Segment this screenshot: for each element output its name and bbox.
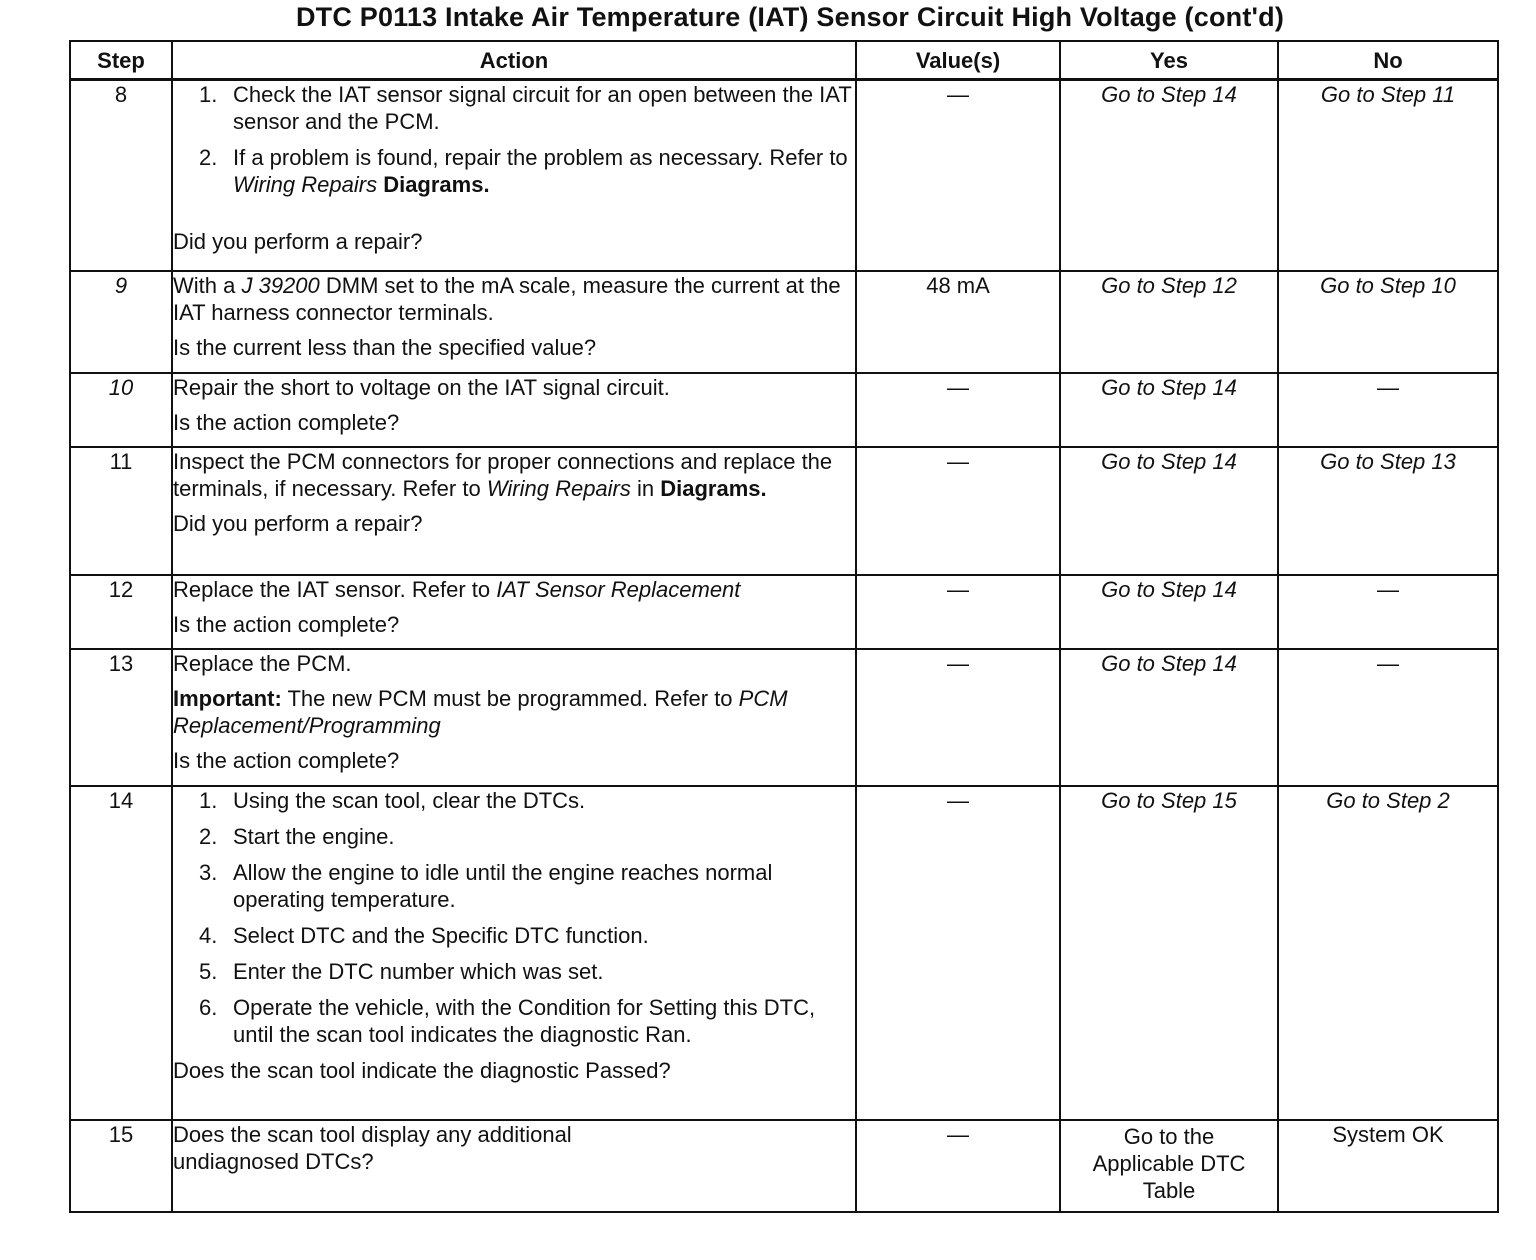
list-number: 1. (199, 82, 218, 107)
list-text (233, 144, 855, 198)
text-run: If a problem is found, repair the problem as necessary. Refer to (233, 145, 848, 170)
diagnostic-table (69, 40, 1499, 1213)
yes-cell (1060, 373, 1278, 447)
yes-result: Go to Step 12 (1101, 272, 1237, 298)
list-item (197, 958, 855, 985)
no-cell: — (1278, 373, 1498, 447)
value-cell: — (856, 1120, 1060, 1212)
question: Does the scan tool display any additional undiagnosed DTCs? (173, 1121, 572, 1174)
list-number: 2. (199, 823, 218, 849)
no-cell (1278, 1120, 1498, 1212)
reference-link: IAT Sensor Replacement (496, 576, 741, 602)
table-row (70, 1120, 1498, 1212)
reference-link: Wiring Repairs (233, 172, 378, 197)
instruction: Repair the short to voltage on the IAT signal circuit. (173, 374, 670, 400)
header-no: No (1278, 41, 1498, 80)
no-cell: — (1278, 649, 1498, 786)
yes-result: Go to Step 15 (1101, 787, 1237, 813)
value-cell: — (856, 447, 1060, 575)
list-text: Enter the DTC number which was set. (233, 958, 604, 984)
step-number: 14 (70, 786, 172, 1120)
no-result: Go to Step 2 (1326, 787, 1450, 813)
text-run: The new PCM must be programmed. Refer to (281, 685, 739, 711)
list-number: 4. (199, 922, 218, 948)
value-cell: — (856, 80, 1060, 271)
instruction: Replace the PCM. (173, 650, 352, 676)
header-row (70, 41, 1498, 80)
yes-result: Go to the Applicable DTC Table (1092, 1123, 1246, 1203)
value-cell: 48 mA (856, 271, 1060, 373)
no-cell (1278, 786, 1498, 1120)
no-result: Go to Step 13 (1320, 448, 1456, 474)
instruction (173, 576, 855, 603)
reference-bold: Diagrams. (660, 475, 767, 501)
header-yes: Yes (1060, 41, 1278, 80)
question: Is the action complete? (173, 611, 400, 637)
action-cell (172, 649, 856, 786)
step-number-text: 10 (108, 374, 134, 400)
yes-cell (1060, 649, 1278, 786)
question: Did you perform a repair? (173, 229, 423, 254)
table-row (70, 373, 1498, 447)
list-item (197, 922, 855, 949)
list-item (197, 81, 855, 135)
step-number: 11 (70, 447, 172, 575)
yes-result: Go to Step 14 (1101, 448, 1237, 474)
text-run: in (630, 475, 661, 501)
yes-result: Go to Step 14 (1101, 576, 1237, 602)
action-cell (172, 786, 856, 1120)
table-row (70, 786, 1498, 1120)
no-cell (1278, 447, 1498, 575)
list-text: Operate the vehicle, with the Condition for Setting this DTC, until the scan tool indicates the diagnostic Ran. (233, 994, 816, 1047)
question: Is the current less than the specified value? (173, 334, 597, 360)
step-number: 13 (70, 649, 172, 786)
step-number (70, 373, 172, 447)
header-action: Action (172, 41, 856, 80)
action-cell (172, 575, 856, 649)
action-cell (172, 447, 856, 575)
list-number: 1. (199, 787, 218, 813)
instruction-list (173, 81, 855, 198)
yes-result: Go to Step 14 (1101, 82, 1237, 107)
value-cell: — (856, 649, 1060, 786)
yes-result: Go to Step 14 (1101, 650, 1237, 676)
question: Is the action complete? (173, 409, 400, 435)
list-number: 2. (199, 145, 218, 170)
value-cell: — (856, 575, 1060, 649)
action-cell (172, 80, 856, 271)
list-number: 3. (199, 859, 218, 885)
text-run: With a (173, 272, 242, 298)
reference-link: Wiring Repairs (486, 475, 631, 501)
table-row (70, 575, 1498, 649)
list-text: Select DTC and the Specific DTC function. (233, 922, 649, 948)
step-number: 8 (70, 80, 172, 271)
step-number: 12 (70, 575, 172, 649)
yes-cell (1060, 80, 1278, 271)
header-step: Step (70, 41, 172, 80)
step-number-text: 9 (114, 272, 128, 298)
no-cell (1278, 271, 1498, 373)
action-cell (172, 373, 856, 447)
yes-cell (1060, 575, 1278, 649)
list-number: 5. (199, 958, 218, 984)
text-run: Inspect the PCM connectors for proper connections and replace the terminals, if necessary. Refer to (173, 448, 833, 501)
yes-result: Go to Step 14 (1101, 374, 1237, 400)
tool-reference: J 39200 (241, 272, 320, 298)
instruction (173, 448, 855, 502)
list-text: Start the engine. (233, 823, 395, 849)
no-cell: — (1278, 575, 1498, 649)
instruction-list (173, 787, 855, 1048)
step-number (70, 271, 172, 373)
action-cell (172, 271, 856, 373)
no-result: Go to Step 10 (1320, 272, 1456, 298)
question: Does the scan tool indicate the diagnostic Passed? (173, 1057, 671, 1083)
header-values: Value(s) (856, 41, 1060, 80)
no-cell (1278, 80, 1498, 271)
reference-link: PCM Replacement/Programming (173, 685, 788, 738)
text-run: Replace the IAT sensor. Refer to (173, 576, 497, 602)
list-item (197, 823, 855, 850)
table-row (70, 271, 1498, 373)
list-item (197, 859, 855, 913)
yes-cell (1060, 1120, 1278, 1212)
yes-cell (1060, 271, 1278, 373)
list-text: Using the scan tool, clear the DTCs. (233, 787, 586, 813)
value-cell: — (856, 786, 1060, 1120)
no-result: System OK (1332, 1121, 1444, 1147)
action-cell (172, 1120, 856, 1212)
table-row (70, 649, 1498, 786)
question: Is the action complete? (173, 747, 400, 773)
instruction (173, 272, 855, 326)
list-item (197, 144, 855, 198)
list-text: Allow the engine to idle until the engine reaches normal operating temperature. (233, 859, 773, 912)
list-item (197, 787, 855, 814)
no-result: Go to Step 11 (1320, 82, 1456, 107)
page-title: DTC P0113 Intake Air Temperature (IAT) Sensor Circuit High Voltage (cont'd) (295, 2, 1285, 32)
important-label: Important: (173, 685, 282, 711)
table-row (70, 447, 1498, 575)
important-note (173, 685, 855, 739)
list-number: 6. (199, 994, 218, 1020)
list-item (197, 994, 855, 1048)
yes-cell (1060, 447, 1278, 575)
text-run: DMM set to the mA scale, measure the current at the IAT harness connector terminals. (173, 272, 841, 325)
list-text: Check the IAT sensor signal circuit for an open between the IAT sensor and the PCM. (233, 82, 852, 134)
value-cell: — (856, 373, 1060, 447)
table-row (70, 80, 1498, 271)
reference-bold: Diagrams. (377, 172, 490, 197)
yes-cell (1060, 786, 1278, 1120)
question: Did you perform a repair? (173, 510, 423, 536)
step-number: 15 (70, 1120, 172, 1212)
